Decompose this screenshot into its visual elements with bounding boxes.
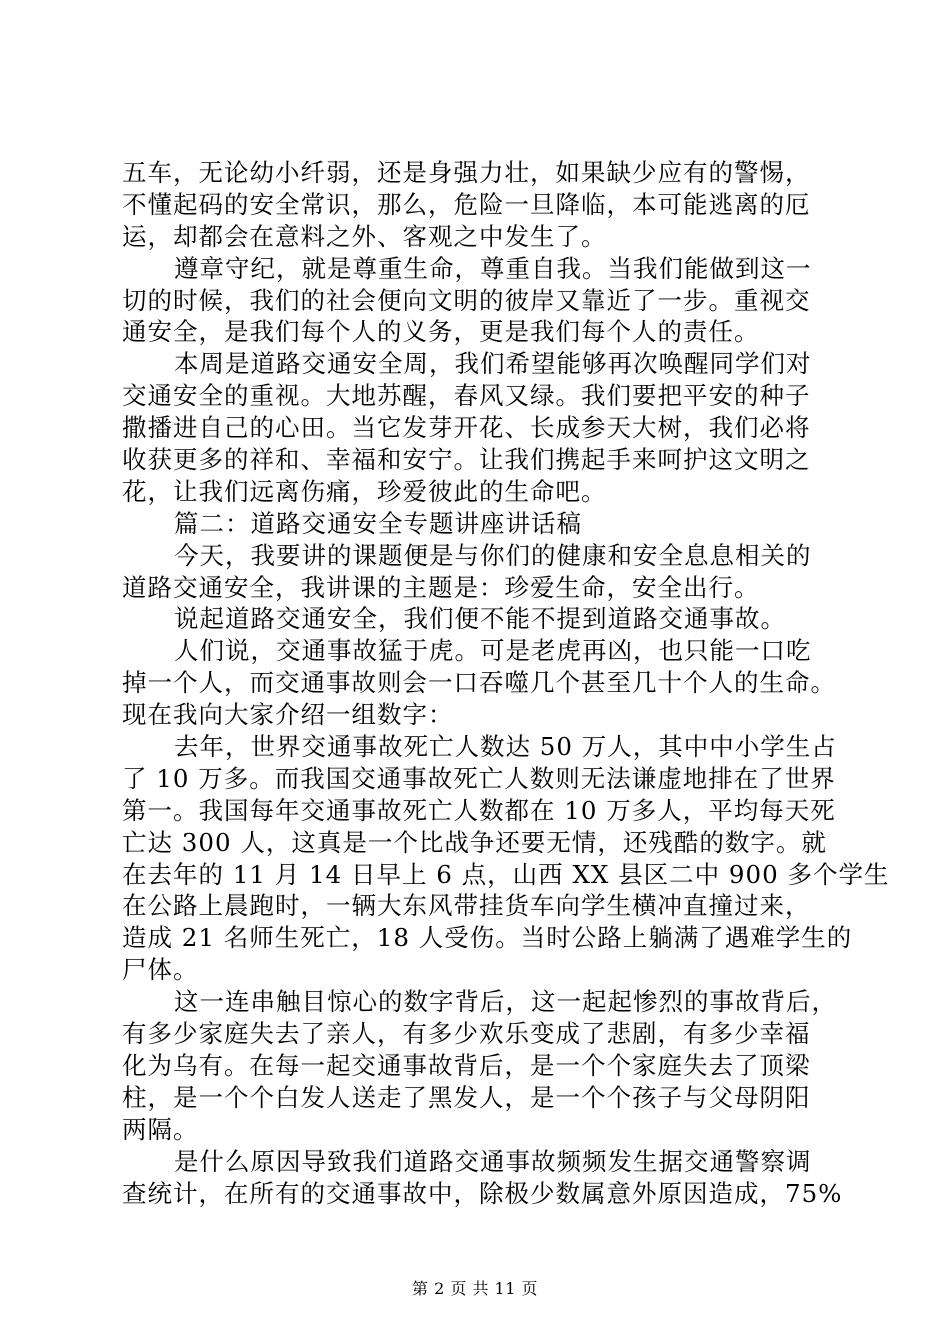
text-line: 掉一个人，而交通事故则会一口吞噬几个甚至几十个人的生命。 (122, 668, 836, 698)
text-line: 柱，是一个个白发人送走了黑发人，是一个个孩子与父母阴阳 (122, 1082, 811, 1112)
text-line: 本周是道路交通安全周，我们希望能够再次唤醒同学们对 (174, 349, 812, 379)
text-line: 是什么原因导致我们道路交通事故频频发生据交通警察调 (174, 1146, 812, 1176)
paragraph (122, 253, 840, 349)
text-line: 五车，无论幼小纤弱，还是身强力壮，如果缺少应有的警惕， (122, 158, 811, 187)
text-line: 有多少家庭失去了亲人，有多少欢乐变成了悲剧，有多少幸福 (122, 1019, 811, 1049)
text-line: 查统计，在所有的交通事故中，除极少数属意外原因造成，75% (122, 1178, 843, 1208)
paragraph (122, 1146, 843, 1210)
text-line: 遵章守纪，就是尊重生命，尊重自我。当我们能做到这一 (174, 253, 812, 283)
text-line: 篇二：道路交通安全专题讲座讲话稿 (174, 508, 582, 538)
text-line: 撒播进自己的心田。当它发芽开花、长成参天大树，我们必将 (122, 413, 811, 443)
paragraph (122, 540, 840, 604)
paragraph (122, 348, 840, 507)
paragraph (122, 508, 840, 540)
text-line: 尸体。 (122, 955, 199, 985)
text-line: 说起道路交通安全，我们便不能不提到道路交通事故。 (174, 604, 786, 634)
text-line: 收获更多的祥和、幸福和安宁。让我们携起手来呵护这文明之 (122, 445, 811, 475)
text-line: 亡达 300 人，这真是一个比战争还要无情，还残酷的数字。就 (122, 827, 827, 857)
text-line: 人们说，交通事故猛于虎。可是老虎再凶，也只能一口吃 (174, 636, 812, 666)
text-line: 今天，我要讲的课题便是与你们的健康和安全息息相关的 (174, 540, 812, 570)
text-line: 了 10 万多。而我国交通事故死亡人数则无法谦虚地排在了世界 (122, 763, 836, 793)
text-line: 切的时候，我们的社会便向文明的彼岸又靠近了一步。重视交 (122, 285, 811, 315)
text-line: 去年，世界交通事故死亡人数达 50 万人，其中中小学生占 (174, 732, 837, 762)
paragraph (122, 157, 840, 253)
text-line: 这一连串触目惊心的数字背后，这一起起惨烈的事故背后， (174, 987, 837, 1017)
text-line: 不懂起码的安全常识，那么，危险一旦降临，本可能逃离的厄 (122, 189, 811, 219)
text-line: 现在我向大家介绍一组数字： (122, 700, 454, 730)
text-line: 第一。我国每年交通事故死亡人数都在 10 万多人，平均每天死 (122, 795, 836, 825)
paragraph (122, 635, 840, 731)
text-line: 运，却都会在意料之外、客观之中发生了。 (122, 221, 607, 251)
text-line: 在去年的 11 月 14 日早上 6 点，山西 XX 县区二中 900 多个学生 (122, 859, 890, 889)
text-line: 造成 21 名师生死亡，18 人受伤。当时公路上躺满了遇难学生的 (122, 923, 853, 953)
text-line: 交通安全的重视。大地苏醒，春风又绿。我们要把平安的种子 (122, 381, 811, 411)
page-footer: 第 2 页 共 11 页 (412, 1279, 538, 1298)
text-line: 道路交通安全，我讲课的主题是：珍爱生命，安全出行。 (122, 572, 760, 602)
paragraph (122, 986, 840, 1145)
text-line: 化为乌有。在每一起交通事故背后，是一个个家庭失去了顶梁 (122, 1050, 811, 1080)
paragraph (122, 603, 840, 635)
text-line: 花，让我们远离伤痛，珍爱彼此的生命吧。 (122, 476, 607, 506)
text-line: 两隔。 (122, 1114, 199, 1144)
text-line: 通安全，是我们每个人的义务，更是我们每个人的责任。 (122, 317, 760, 347)
paragraph (122, 731, 890, 986)
text-line: 在公路上晨跑时，一辆大东风带挂货车向学生横冲直撞过来， (122, 891, 811, 921)
document-body (122, 157, 890, 1209)
